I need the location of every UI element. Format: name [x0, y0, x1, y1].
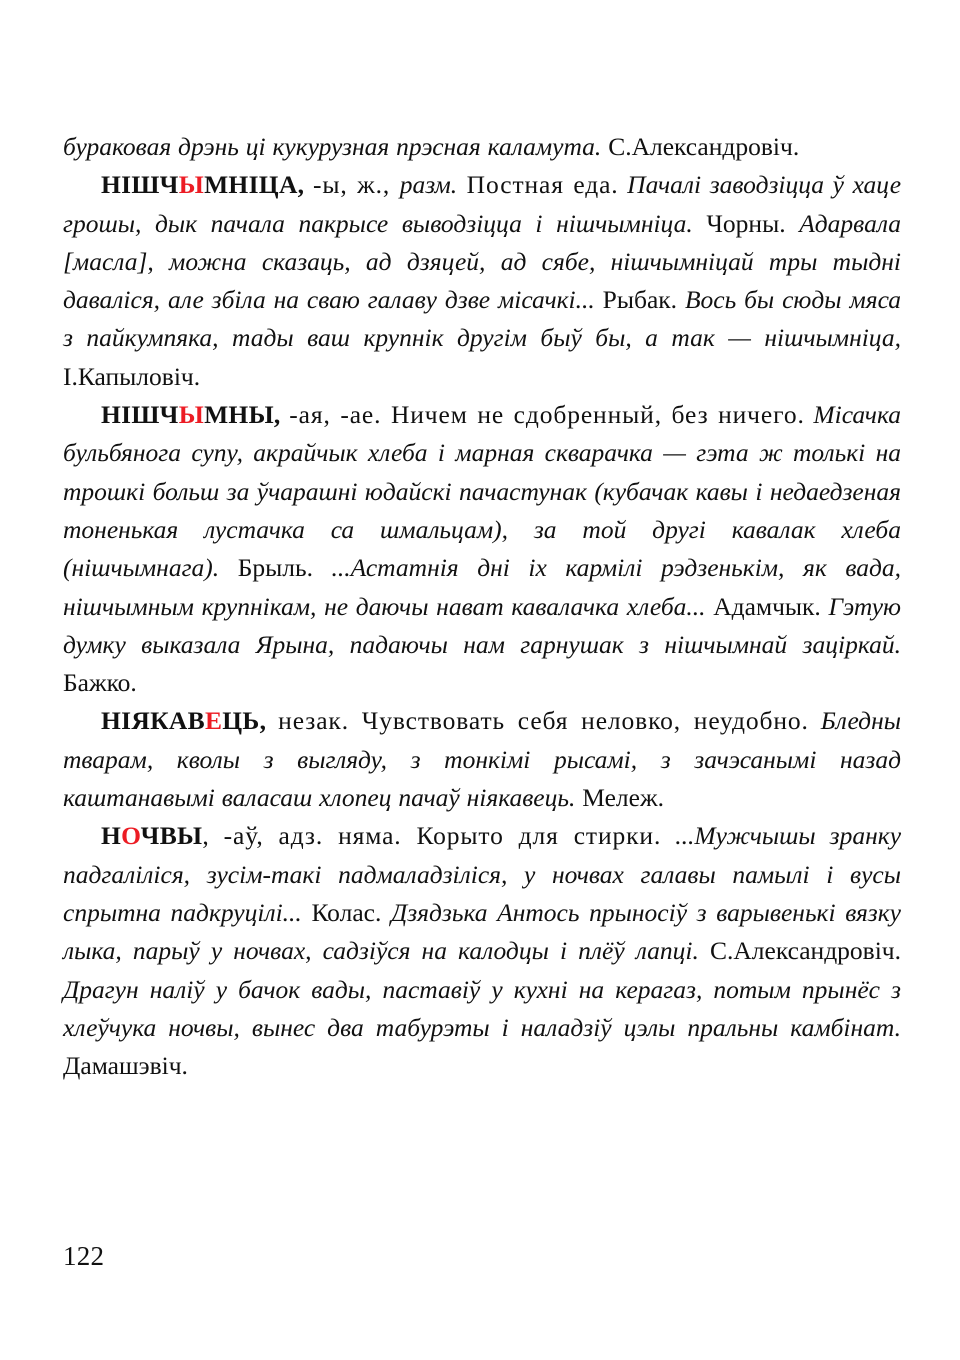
- text-column: [63, 128, 901, 1085]
- citation-author: Дамашэвіч.: [63, 1051, 188, 1081]
- citation-author: Брыль.: [237, 553, 313, 583]
- headword-accent-vowel: Ы: [178, 400, 205, 430]
- citation-quote: Бледны тварам, кволы з выгляду, з тонкімі рысамі, з зачэсанымі назад каштанавымі валасаш хлопец пачаў ніякавець.: [63, 706, 901, 813]
- entry-niyakavets: [63, 702, 901, 817]
- citation-author: С.Александровіч.: [710, 936, 901, 966]
- headword-accent-vowel: Е: [204, 706, 223, 736]
- headword-nochvy: [101, 821, 202, 850]
- register-label: разм.: [399, 170, 458, 200]
- citation-quote: Драгун наліў у бачок вады, паставіў у кухні на керагаз, потым прынёс з хлеўчука ночвы, вынес два табурэты і наладзіў цэлы пральны камбінат.: [63, 974, 901, 1042]
- headword-accent-vowel: Ы: [178, 170, 205, 200]
- citation-author: Чорны.: [706, 208, 786, 238]
- citation-author: Колас.: [311, 897, 382, 927]
- carryover-paragraph: [63, 128, 901, 166]
- carryover-quote: бураковая дрэнь ці кукурузная прэсная каламута.: [63, 132, 602, 161]
- entry-nishchymnica: [63, 166, 901, 396]
- citation-author: Мележ.: [582, 783, 664, 813]
- citation-author: Рыбак.: [602, 285, 678, 315]
- headword-part-before: Н: [101, 821, 122, 851]
- headword-part-after: МНІЦА,: [204, 170, 305, 200]
- grammar-note: -ы, ж.,: [312, 170, 400, 200]
- headword-part-after: ЧВЫ: [140, 821, 203, 851]
- headword-niyakavets: [101, 706, 266, 735]
- page-number: 122: [63, 1241, 105, 1271]
- headword-part-before: НІШЧ: [101, 400, 179, 430]
- headword-part-before: НІШЧ: [101, 170, 179, 200]
- citation-quote: Вось бы сюды мяса з пайкумпяка, тады ваш крупнік другім быў бы, а так — нішчымніца,: [63, 285, 901, 353]
- citation-quote: Адарвала [масла], можна сказаць, ад дзяцей, ад сябе, нішчымніцай тры тыдні даваліся, але збіла на сваю галаву дзве місачкі...: [63, 208, 902, 315]
- entry-nishchymny: [63, 396, 901, 702]
- citation-quote: ...Астатнія дні іх кармілі рэдзенькім, як вада, нішчымным крупнікам, не даючы нават кавалачка хлеба...: [63, 553, 901, 621]
- grammar-note: -ая, -ае.: [289, 400, 382, 430]
- headword-comma: ,: [202, 821, 210, 851]
- definition: Ничем не сдобренный, без ничего.: [381, 400, 805, 430]
- carryover-author: С.Александровіч.: [608, 132, 800, 161]
- headword-nishchymny: [101, 400, 281, 429]
- headword-part-after: ЦЬ,: [222, 706, 267, 736]
- entry-nochvy: [63, 817, 901, 1085]
- grammar-note: -аў, адз. няма.: [223, 821, 402, 851]
- definition: Постная еда.: [457, 170, 619, 200]
- citation-author: Адамчык.: [713, 591, 821, 621]
- citation-quote: Пачалі заводзіцца ў хаце грошы, дык пачала пакрысе выводзіцца і нішчымніца.: [63, 170, 902, 238]
- definition: Корыто для стирки.: [401, 821, 662, 851]
- citation-quote: Місачка бульбянога супу, акрайчык хлеба і марная скварачка — гэта ж толькі на трошкі больш за ўчарашні юдайскі пачастунак (кубачак кавы і недаедзеная тоненькая лустачка са шмальцам), за той другі кавалак хлеба (нішчымнага).: [63, 400, 902, 583]
- definition: Чувствовать себя неловко, неудобно.: [348, 706, 809, 736]
- headword-nishchymnica: [101, 170, 304, 199]
- headword-part-before: НІЯКАВ: [101, 706, 205, 736]
- citation-author: І.Капыловіч.: [63, 361, 201, 391]
- citation-quote: Гэтую думку выказала Ярына, падаючы нам гарнушак з нішчымнай заціркай.: [63, 591, 902, 659]
- headword-accent-vowel: О: [121, 821, 141, 851]
- citation-quote: Дзядзька Антось прыносіў з варывенькі вязку лыка, парыў у ночвах, садзіўся на калодцы і плёў лапці.: [63, 897, 902, 966]
- citation-quote: ...Мужчышы зранку падгаліліся, зусім-такі падмаладзіліся, у ночвах галавы памылі і вусы спрытна падкруцілі...: [63, 821, 902, 927]
- citation-author: Бажко.: [63, 668, 137, 698]
- headword-part-after: МНЫ,: [204, 400, 281, 430]
- grammar-note: незак.: [278, 706, 349, 736]
